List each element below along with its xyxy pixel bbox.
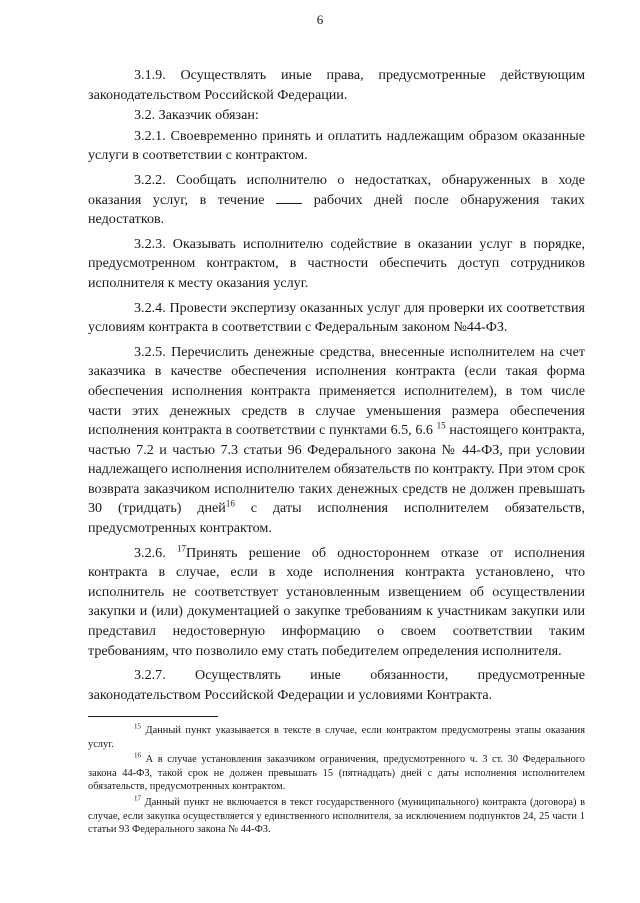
paragraph-3-2-2 [88,171,585,230]
paragraph-3-2-6-lead: 3.2.6. [134,544,166,561]
paragraph-3-2-2-before: 3.2.2. Сообщать исполнителю о недостатках, обнаруженных в ходе оказания услуг, в течение [88,171,585,208]
paragraph-3-2-6-text: Принять решение об одностороннем отказе от исполнения контракта в случае, если в ходе исполнения контракта установлено, что исполнитель не соответствует установленным извещением об осуществлении закупки и (или) документацией о закупке требованиям к участникам закупки или представил недостоверную информацию о своем соответствии таким требованиям, что позволило ему стать победителем определения исполнителя. [88,544,585,659]
footnote-mark-16: 16 [134,751,141,760]
blank-line [276,191,302,204]
footnote-17 [88,796,585,837]
paragraph-3-2-5-part2: настоящего контракта, частью 7.2 и частью 7.3 статьи 96 Федерального закона № 44-ФЗ, при условии надлежащего исполнения исполнителем обязательств по контракту. При этом срок возврата заказчиком исполнителю таких денежных средств не должен превышать 30 (тридцать) дней [88,422,585,517]
paragraph-3-2-3: 3.2.3. Оказывать исполнителю содействие в оказании услуг в порядке, предусмотренном контрактом, в частности обеспечить доступ сотрудников исполнителя к месту оказания услуг. [88,235,585,291]
footnote-ref-17[interactable]: 17 [177,542,187,553]
paragraph-3-2-5-part1: 3.2.5. Перечислить денежные средства, внесенные исполнителем на счет заказчика в качестве обеспечения исполнения контракта (если такая форма обеспечения исполнения контракта применяется исполнителем), в том числе части этих денежных средств в случае уменьшения размера обеспечения исполнения контракта в соответствии с пунктами 6.5, 6.6 [88,343,585,439]
paragraph-3-2-5 [88,343,585,539]
footnotes [88,724,585,839]
page-number: 6 [316,12,324,27]
footnote-text-16: А в случае установления заказчиком ограничения, предусмотренного ч. 3 ст. 30 Федерального закона 44-ФЗ, такой срок не должен превышать 15 (пятнадцать) дней с даты исполнения исполнителем обязательств, предусмотренных контрактом. [88,754,585,793]
footnote-ref-15[interactable]: 15 [436,420,446,431]
footnote-text-15: Данный пункт указывается в тексте в случае, если контрактом предусмотрены этапы оказания услуг. [88,725,585,750]
footnote-15 [88,724,585,751]
footnote-mark-17: 17 [134,794,141,803]
footnote-text-17: Данный пункт не включается в текст государственного (муниципального) контракта (договора) в случае, если закупка осуществляется у единственного исполнителя, за исключением подпунктов 24, 25 части 1 статьи 93 Федерального закона № 44-ФЗ. [88,796,585,836]
footnote-16 [88,753,585,794]
paragraph-3-2-5-part3: с даты исполнения исполнителем обязательств, предусмотренных контрактом. [88,500,585,537]
paragraph-3-2-7: 3.2.7. Осуществлять иные обязанности, предусмотренные законодательством Российской Федерации и условиями Контракта. [88,667,585,703]
paragraph-3-2-2-after: рабочих дней после обнаружения таких недостатков. [88,191,585,228]
paragraph-3-1-9: 3.1.9. Осуществлять иные права, предусмотренные действующим законодательством Российской Федерации. [88,67,585,103]
paragraph-3-2: 3.2. Заказчик обязан: [134,107,259,124]
document-body [88,66,585,710]
paragraph-3-2-4: 3.2.4. Провести экспертизу оказанных услуг для проверки их соответствия условиям контракта в соответствии с Федеральным законом №44-ФЗ. [88,299,585,336]
footnote-ref-16[interactable]: 16 [225,498,235,509]
paragraph-3-2-6 [88,544,585,662]
footnote-separator [88,716,218,717]
paragraph-3-2-1: 3.2.1. Своевременно принять и оплатить надлежащим образом оказанные услуги в соответствии с контрактом. [88,127,585,164]
footnote-mark-15: 15 [134,722,141,731]
